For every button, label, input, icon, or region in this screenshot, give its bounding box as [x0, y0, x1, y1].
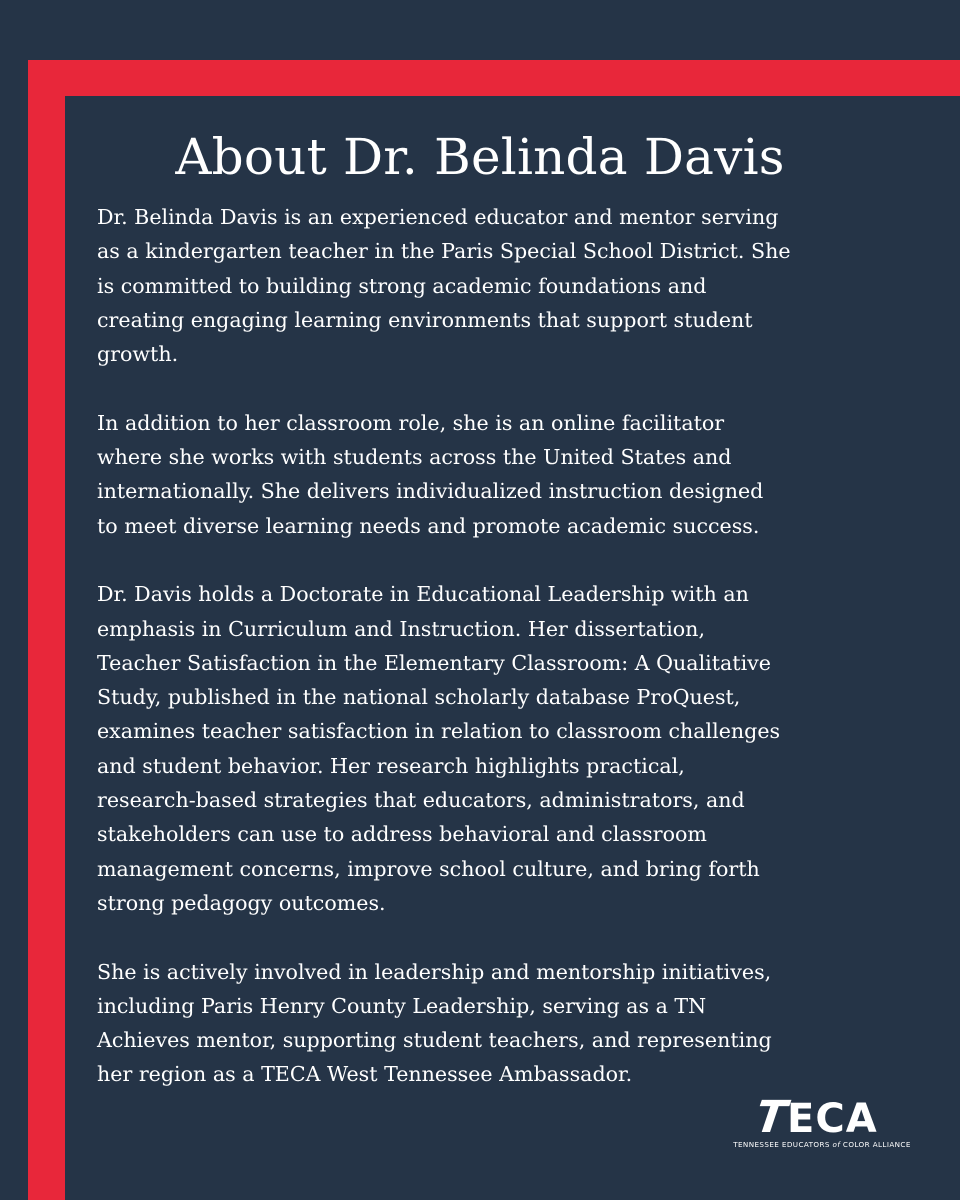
teca-tagline-of: of	[832, 1140, 841, 1149]
bio-line: including Paris Henry County Leadership, serving as a TN	[97, 993, 707, 1018]
bio-line: Achieves mentor, supporting student teachers, and representing	[97, 1028, 772, 1053]
page-title: About Dr. Belinda Davis	[175, 128, 785, 186]
bio-line: management concerns, improve school culture, and bring forth	[97, 856, 760, 881]
bio-paragraph-3	[97, 577, 929, 920]
bio-line: stakeholders can use to address behavioral and classroom	[97, 822, 707, 847]
bio-line: In addition to her classroom role, she is an online facilitator	[97, 410, 725, 435]
teca-tagline-part: COLOR ALLIANCE	[840, 1140, 911, 1149]
bio-line: Dr. Belinda Davis is an experienced educator and mentor serving	[97, 205, 779, 229]
bio-paragraph-2	[97, 406, 929, 543]
bio-line: emphasis in Curriculum and Instruction. Her dissertation,	[97, 616, 705, 641]
teca-logo-initial: T	[752, 1092, 791, 1143]
teca-logo-letters: ECA	[787, 1096, 878, 1142]
bio-line: research-based strategies that educators, administrators, and	[97, 788, 745, 813]
teca-logo-wordmark	[752, 1092, 916, 1143]
bio-line: to meet diverse learning needs and promote academic success.	[97, 513, 760, 538]
teca-logo-tagline	[722, 1140, 922, 1150]
bio-line: Teacher Satisfaction in the Elementary Classroom: A Qualitative	[97, 650, 771, 675]
bio-line: She is actively involved in leadership and mentorship initiatives,	[97, 959, 772, 984]
bio-line: where she works with students across the United States and	[97, 445, 732, 470]
bio-paragraph-4	[97, 955, 929, 1092]
bio-body	[97, 200, 929, 1126]
bio-line: strong pedagogy outcomes.	[97, 890, 386, 915]
bio-line: internationally. She delivers individualized instruction designed	[97, 479, 764, 504]
bio-line: examines teacher satisfaction in relation to classroom challenges	[97, 719, 781, 744]
bio-line: and student behavior. Her research highlights practical,	[97, 753, 685, 778]
bio-line: is committed to building strong academic foundations and	[97, 273, 707, 298]
bio-line: creating engaging learning environments that support student	[97, 307, 753, 332]
bio-line: growth.	[97, 342, 179, 367]
bio-line: as a kindergarten teacher in the Paris Special School District. She	[97, 239, 791, 264]
teca-tagline-part: TENNESSEE EDUCATORS	[733, 1140, 833, 1149]
bio-paragraph-1	[97, 200, 929, 371]
bio-line: her region as a TECA West Tennessee Ambassador.	[97, 1062, 633, 1087]
teca-logo	[722, 1092, 922, 1156]
bio-line: Study, published in the national scholarly database ProQuest,	[97, 685, 741, 710]
bio-line: Dr. Davis holds a Doctorate in Educational Leadership with an	[97, 582, 749, 607]
